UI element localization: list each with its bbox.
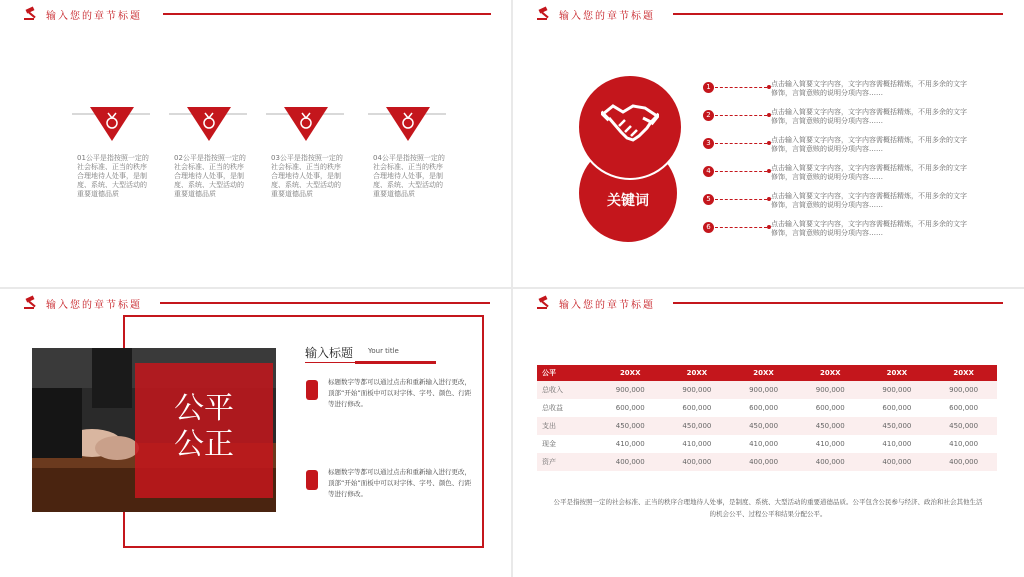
gavel-icon — [24, 6, 42, 20]
list-item-4[interactable] — [703, 164, 1003, 190]
table-cell: 400,000 — [930, 453, 997, 471]
item-text: 点击输入简要文字内容，文字内容需概括精炼，不用多余的文字修饰，言简意赅的说明分项内容…… — [771, 164, 967, 181]
slide-fairness[interactable] — [0, 289, 511, 577]
table-row — [537, 453, 997, 471]
table-header: 公平 — [537, 365, 597, 381]
table-header: 20XX — [864, 365, 931, 381]
slide-header — [537, 6, 1007, 22]
table-cell: 600,000 — [664, 399, 731, 417]
section-title: 输入标题 — [305, 346, 354, 360]
table-cell: 900,000 — [864, 381, 931, 399]
item-text: 点击输入简要文字内容，文字内容需概括精炼，不用多余的文字修饰，言简意赅的说明分项内容…… — [771, 136, 967, 153]
table-cell: 410,000 — [864, 435, 931, 453]
paragraph-1: 标题数字等都可以通过点击和重新输入进行更改，顶部“开始”面板中可以对字体、字号、颜色、行距等进行修改。 — [328, 378, 472, 408]
table-row — [537, 435, 997, 453]
header-title: 输入您的章节标题 — [559, 300, 655, 311]
table-cell: 410,000 — [597, 435, 664, 453]
item-number: 2 — [703, 110, 714, 121]
slide-table[interactable] — [513, 289, 1024, 577]
list-item-3[interactable] — [703, 136, 1003, 162]
slide-header — [537, 295, 1007, 311]
medal-icon — [90, 107, 134, 141]
header-divider — [673, 302, 1003, 304]
slide-keywords[interactable] — [513, 0, 1024, 287]
table-cell: 600,000 — [730, 399, 797, 417]
overlay-line-1: 公平 — [174, 391, 234, 426]
table-cell: 450,000 — [864, 417, 931, 435]
table-cell: 450,000 — [930, 417, 997, 435]
list-item-5[interactable] — [703, 192, 1003, 218]
table-footnote: 公平是指按照一定的社会标准、正当的秩序合理地待人处事，是制度、系统、大型活动的重要道德品质。公平包含公民参与经济、政治和社会其他生活的机会公平、过程公平和结果分配公平。 — [553, 498, 983, 518]
overlay-line-2: 公正 — [174, 427, 234, 462]
gavel-icon — [24, 295, 42, 309]
item-number: 5 — [703, 194, 714, 205]
medal-icon — [284, 107, 328, 141]
item-text: 点击输入简要文字内容，文字内容需概括精炼，不用多余的文字修饰，言简意赅的说明分项内容…… — [771, 220, 967, 237]
table-cell: 410,000 — [930, 435, 997, 453]
table-header: 20XX — [730, 365, 797, 381]
keyword-label: 关键词 — [607, 193, 649, 209]
dash-line — [715, 143, 767, 144]
table-row — [537, 381, 997, 399]
item-text: 点击输入简要文字内容，文字内容需概括精炼，不用多余的文字修饰，言简意赅的说明分项内容…… — [771, 108, 967, 125]
table-row — [537, 417, 997, 435]
gavel-icon — [537, 6, 555, 20]
dash-line — [715, 199, 767, 200]
handshake-icon — [601, 100, 659, 148]
table-cell: 400,000 — [597, 453, 664, 471]
gavel-icon — [537, 295, 555, 309]
table-header: 20XX — [664, 365, 731, 381]
bullet-marker — [306, 470, 318, 490]
dash-line — [715, 87, 767, 88]
table-cell: 450,000 — [797, 417, 864, 435]
title-underline-thin — [305, 362, 355, 363]
header-title: 输入您的章节标题 — [46, 300, 142, 311]
header-divider — [163, 13, 491, 15]
table-cell: 现金 — [537, 435, 597, 453]
table-cell: 400,000 — [664, 453, 731, 471]
table-cell: 资产 — [537, 453, 597, 471]
table-row — [537, 399, 997, 417]
card-text: 04公平是指按照一定的社会标准、正当的秩序合理地待人处事，是制度、系统、大型活动的重要道德品质 — [373, 154, 445, 198]
table-cell: 600,000 — [864, 399, 931, 417]
table-header: 20XX — [597, 365, 664, 381]
slide-header — [24, 295, 494, 311]
table-cell: 总收入 — [537, 381, 597, 399]
list-item-1[interactable] — [703, 80, 1003, 106]
table-cell: 总收益 — [537, 399, 597, 417]
section-subtitle: Your title — [368, 347, 399, 355]
table-cell: 600,000 — [597, 399, 664, 417]
item-number: 4 — [703, 166, 714, 177]
slide-cards[interactable] — [0, 0, 511, 287]
card-text: 03公平是指按照一定的社会标准、正当的秩序合理地待人处事，是制度、系统、大型活动的重要道德品质 — [271, 154, 343, 198]
table-cell: 400,000 — [730, 453, 797, 471]
medal-icon — [187, 107, 231, 141]
dash-line — [715, 171, 767, 172]
table-cell: 900,000 — [597, 381, 664, 399]
slide-header — [24, 6, 494, 22]
list-item-6[interactable] — [703, 220, 1003, 246]
item-number: 6 — [703, 222, 714, 233]
bullet-marker — [306, 380, 318, 400]
table-header-row — [537, 365, 997, 381]
table-cell: 410,000 — [664, 435, 731, 453]
table-header: 20XX — [930, 365, 997, 381]
header-divider — [160, 302, 490, 304]
header-title: 输入您的章节标题 — [559, 11, 655, 22]
table-cell: 410,000 — [730, 435, 797, 453]
table-cell: 900,000 — [664, 381, 731, 399]
item-text: 点击输入简要文字内容，文字内容需概括精炼，不用多余的文字修饰，言简意赅的说明分项内容…… — [771, 80, 967, 97]
item-number: 1 — [703, 82, 714, 93]
table-cell: 600,000 — [930, 399, 997, 417]
table-cell: 支出 — [537, 417, 597, 435]
dash-line — [715, 115, 767, 116]
table-cell: 450,000 — [730, 417, 797, 435]
table-cell: 410,000 — [797, 435, 864, 453]
finance-table — [537, 365, 997, 471]
paragraph-2: 标题数字等都可以通过点击和重新输入进行更改，顶部“开始”面板中可以对字体、字号、颜色、行距等进行修改。 — [328, 468, 472, 498]
item-text: 点击输入简要文字内容，文字内容需概括精炼，不用多余的文字修饰，言简意赅的说明分项内容…… — [771, 192, 967, 209]
table-cell: 450,000 — [664, 417, 731, 435]
header-title: 输入您的章节标题 — [46, 11, 142, 22]
table-cell: 900,000 — [730, 381, 797, 399]
list-item-2[interactable] — [703, 108, 1003, 134]
medal-icon — [386, 107, 430, 141]
card-text: 01公平是指按照一定的社会标准、正当的秩序合理地待人处事，是制度、系统、大型活动的重要道德品质 — [77, 154, 149, 198]
table-cell: 900,000 — [797, 381, 864, 399]
table-header: 20XX — [797, 365, 864, 381]
header-divider — [673, 13, 1003, 15]
title-overlay — [135, 363, 273, 498]
card-text: 02公平是指按照一定的社会标准、正当的秩序合理地待人处事，是制度、系统、大型活动的重要道德品质 — [174, 154, 246, 198]
item-number: 3 — [703, 138, 714, 149]
table-cell: 400,000 — [864, 453, 931, 471]
table-cell: 400,000 — [797, 453, 864, 471]
handshake-circle — [577, 74, 683, 180]
table-cell: 450,000 — [597, 417, 664, 435]
table-cell: 900,000 — [930, 381, 997, 399]
table-cell: 600,000 — [797, 399, 864, 417]
dash-line — [715, 227, 767, 228]
title-underline — [355, 361, 436, 364]
